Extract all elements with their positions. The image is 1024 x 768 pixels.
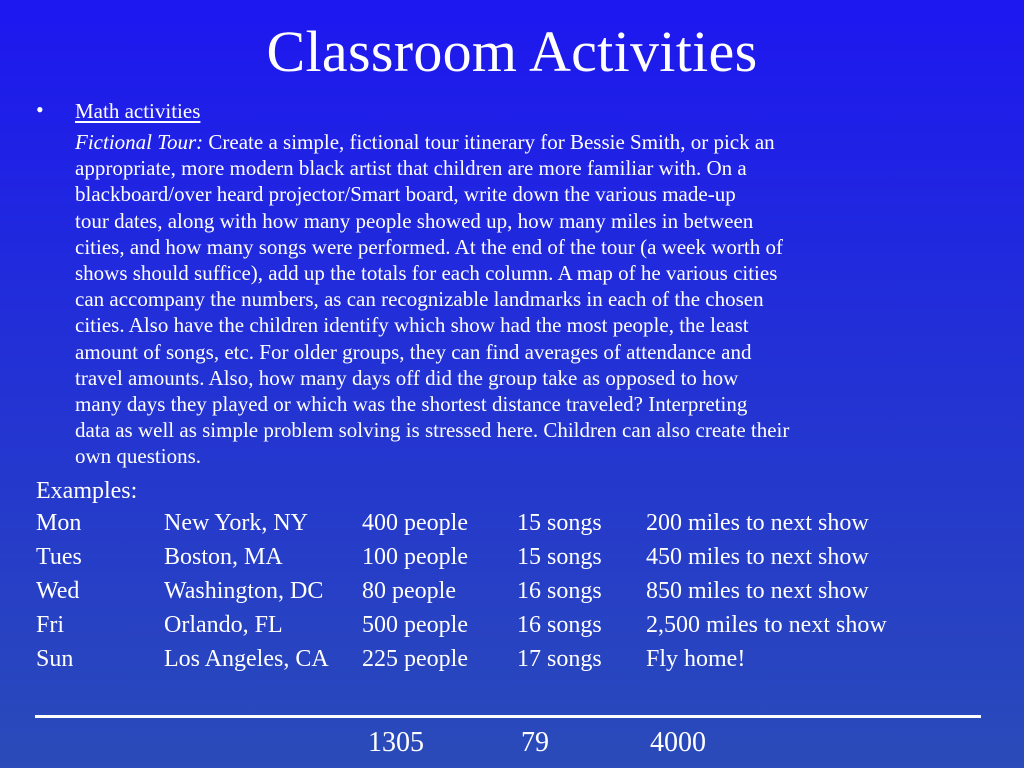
tour-people: 100 people: [362, 544, 468, 570]
totals-row: [0, 726, 1024, 762]
description-line: cities. Also have the children identify which show had the most people, the least: [75, 313, 749, 338]
examples-label: Examples:: [36, 478, 138, 504]
slide-title: Classroom Activities: [266, 19, 758, 84]
tour-people: 400 people: [362, 510, 468, 536]
tour-miles: 850 miles to next show: [646, 578, 869, 604]
tour-row: [0, 644, 1024, 678]
description-line: amount of songs, etc. For older groups, they can find averages of attendance and: [75, 339, 752, 364]
description-line: own questions.: [75, 444, 201, 469]
description-line: shows should suffice), add up the totals for each column. A map of he various cities: [75, 261, 778, 286]
tour-day: Fri: [36, 612, 65, 638]
total-miles: 4000: [650, 727, 706, 758]
tour-songs: 16 songs: [517, 612, 602, 638]
tour-city: Los Angeles, CA: [164, 646, 329, 672]
tour-songs: 16 songs: [517, 578, 602, 604]
tour-city: Boston, MA: [164, 544, 283, 570]
description-line: data as well as simple problem solving is stressed here. Children can also create their: [75, 418, 790, 443]
tour-city: New York, NY: [164, 510, 309, 536]
tour-row: [0, 576, 1024, 610]
description-line: travel amounts. Also, how many days off did the group take as opposed to how: [75, 365, 739, 390]
tour-miles: Fly home!: [646, 646, 746, 672]
tour-people: 80 people: [362, 578, 456, 604]
tour-miles: 2,500 miles to next show: [646, 612, 887, 638]
tour-people: 225 people: [362, 646, 468, 672]
description-line: can accompany the numbers, as can recognizable landmarks in each of the chosen: [75, 287, 764, 312]
description-line: cities, and how many songs were performed. At the end of the tour (a week worth of: [75, 234, 783, 259]
tour-day: Sun: [36, 646, 74, 672]
tour-city: Orlando, FL: [164, 612, 283, 638]
totals-divider: [35, 715, 981, 718]
description-line: Create a simple, fictional tour itinerary for Bessie Smith, or pick an: [203, 130, 775, 154]
total-songs: 79: [521, 727, 549, 758]
tour-row: [0, 508, 1024, 542]
tour-day: Wed: [36, 578, 80, 604]
description-line: tour dates, along with how many people showed up, how many miles in between: [75, 208, 754, 233]
tour-miles: 200 miles to next show: [646, 510, 869, 536]
total-people: 1305: [368, 727, 424, 758]
tour-songs: 17 songs: [517, 646, 602, 672]
bullet-icon: •: [36, 97, 44, 122]
tour-songs: 15 songs: [517, 510, 602, 536]
tour-day: Tues: [36, 544, 82, 570]
activity-lead: Fictional Tour:: [75, 130, 204, 154]
description-line: blackboard/over heard projector/Smart board, write down the various made-up: [75, 182, 736, 207]
activity-description: [75, 129, 995, 470]
tour-songs: 15 songs: [517, 544, 602, 570]
tour-people: 500 people: [362, 612, 468, 638]
tour-miles: 450 miles to next show: [646, 544, 869, 570]
tour-row: [0, 610, 1024, 644]
tour-city: Washington, DC: [164, 578, 324, 604]
bullet-label-math-activities: Math activities: [75, 99, 201, 123]
description-line: appropriate, more modern black artist that children are more familiar with. On a: [75, 156, 747, 181]
tour-row: [0, 542, 1024, 576]
description-line: many days they played or which was the shortest distance traveled? Interpreting: [75, 392, 748, 417]
tour-day: Mon: [36, 510, 82, 536]
